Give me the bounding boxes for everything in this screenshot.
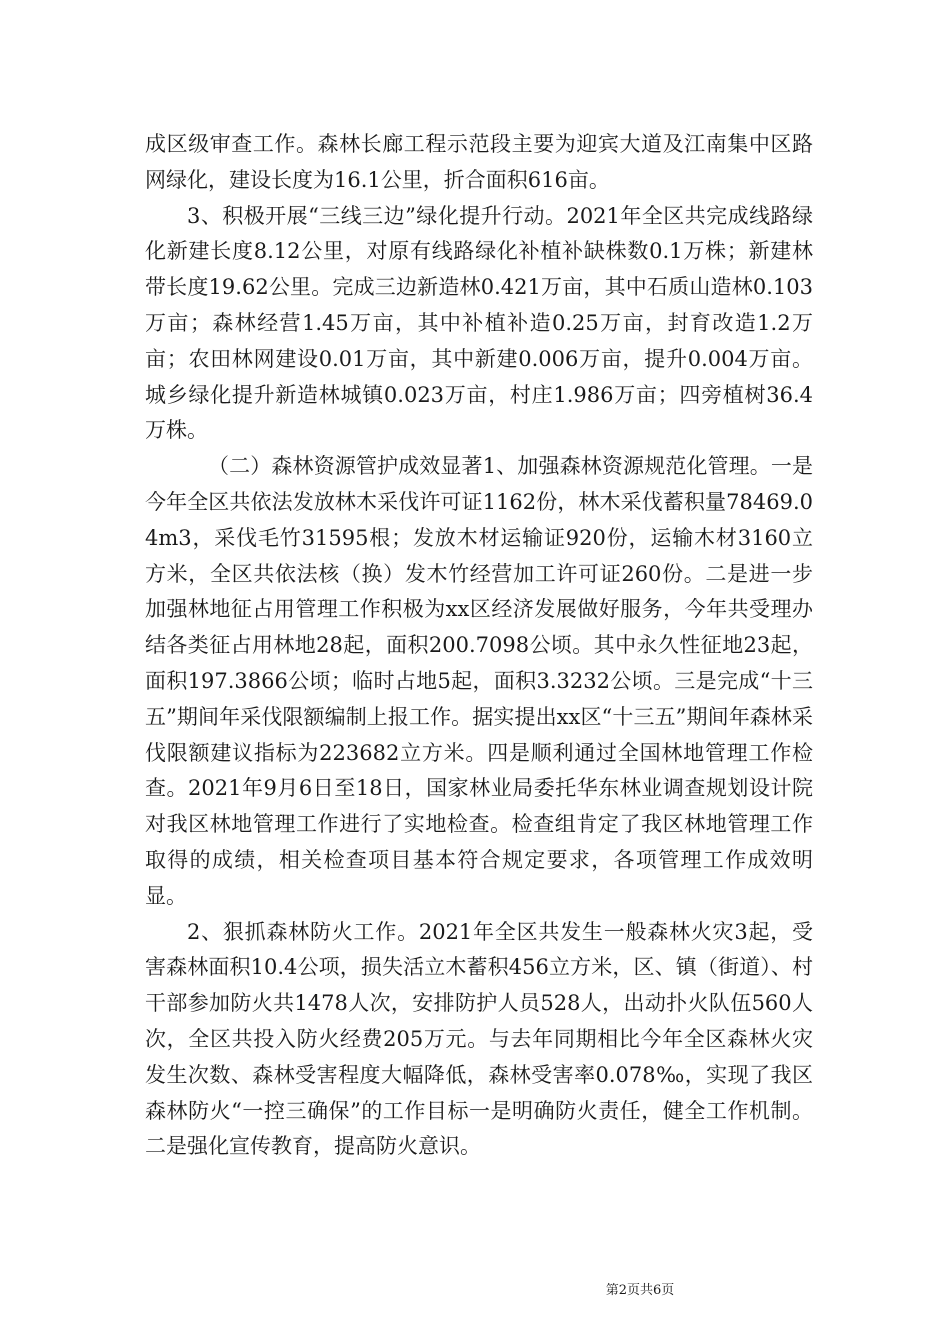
paragraph-forest-fire-prevention: 2、狠抓森林防火工作。2021年全区共发生一般森林火灾3起，受害森林面积10.4公项，损失活立木蓄积456立方米，区、镇（街道）、村干部参加防火共1478人次，安排防护人员528人，出动扑火队伍560人次，全区共投入防火经费205万元。与去年同期相比今年全区森林火灾发生次数、森林受害程度大幅降低，森林受害率0.078‰，实现了我区森林防火“一控三确保”的工作目标一是明确防火责任，健全工作机制。二是强化宣传教育，提高防火意识。: [145, 919, 813, 1159]
document-body: [145, 127, 813, 1165]
paragraph-forest-resource-management: （二）森林资源管护成效显著1、加强森林资源规范化管理。一是今年全区共依法发放林木采伐许可证1162份，林木采伐蓄积量78469.04m3，采伐毛竹31595根；发放木材运输证920份，运输木材3160立方米，全区共依法核（换）发木竹经营加工许可证260份。二是进一步加强林地征占用管理工作积极为xx区经济发展做好服务，今年共受理办结各类征占用林地28起，面积200.7098公顷。其中永久性征地23起，面积197.3866公顷；临时占地5起，面积3.3232公顷。三是完成“十三五”期间年采伐限额编制上报工作。据实提出xx区“十三五”期间年森林采伐限额建议指标为223682立方米。四是顺利通过全国林地管理工作检查。2021年9月6日至18日，国家林业局委托华东林业调查规划设计院对我区林地管理工作进行了实地检查。检查组肯定了我区林地管理工作取得的成绩，相关检查项目基本符合规定要求，各项管理工作成效明显。: [145, 454, 813, 908]
page-number-footer: 第2页共6页: [605, 1283, 675, 1298]
paragraph-continuation: 成区级审查工作。森林长廊工程示范段主要为迎宾大道及江南集中区路网绿化，建设长度为16.1公里，折合面积616亩。: [145, 132, 813, 192]
paragraph-three-lines-three-sides: 3、积极开展“三线三边”绿化提升行动。2021年全区共完成线路绿化新建长度8.12公里，对原有线路绿化补植补缺株数0.1万株；新建林带长度19.62公里。完成三边新造林0.421万亩，其中石质山造林0.103万亩；森林经营1.45万亩，其中补植补造0.25万亩，封育改造1.2万亩；农田林网建设0.01万亩，其中新建0.006万亩，提升0.004万亩。城乡绿化提升新造林城镇0.023万亩，村庄1.986万亩；四旁植树36.4万株。: [145, 203, 813, 443]
